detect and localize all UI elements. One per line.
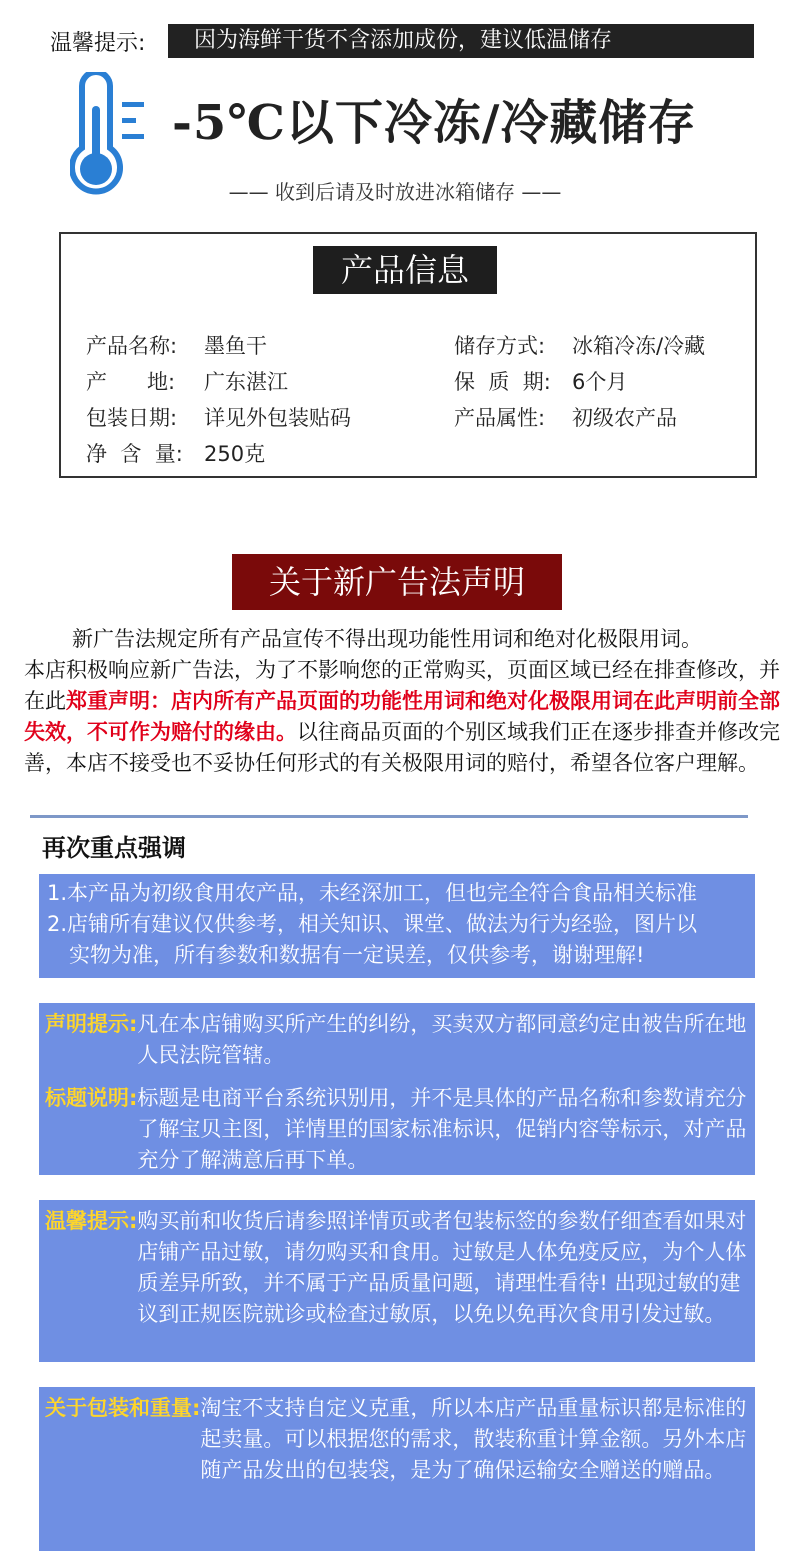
packaging-notice [45,1393,747,1486]
top-tip [50,22,145,60]
emphasis-box [39,874,755,978]
info-label: 包装日期: [86,406,178,430]
info-label: 净 含 量: [86,442,183,466]
product-info-left-column [86,328,351,472]
info-value: 详见外包装贴码 [204,406,351,430]
statement-key: 声明提示: [45,1012,138,1036]
title-notice [45,1083,747,1176]
ad-law-heading: 关于新广告法声明 [232,554,562,610]
packaging-box [39,1387,755,1551]
info-value: 冰箱冷冻/冷藏 [572,334,706,358]
info-row [454,400,705,436]
info-label: 产品名称: [86,334,178,358]
packaging-key: 关于包装和重量: [45,1396,201,1420]
statement-notice [45,1009,747,1071]
ad-law-red-statement: 郑重声明：店内所有产品页面的功能性用词和绝对化极限用词在此声明前全部失效，不可作为赔付的缘由。 [24,689,780,744]
info-value: 6个月 [572,370,628,394]
storage-subtitle: —— 收到后请及时放进冰箱储存 —— [228,180,562,204]
top-tip-banner: 因为海鲜干货不含添加成份，建议低温储存 [168,24,754,58]
title-key: 标题说明: [45,1086,138,1110]
info-row [454,328,705,364]
statement-value: 凡在本店铺购买所产生的纠纷，买卖双方都同意约定由被告所在地人民法院管辖。 [137,1012,747,1067]
info-label: 储存方式: [454,334,546,358]
emphasis-item-2: 2.店铺所有建议仅供参考，相关知识、课堂、做法为行为经验，图片以 [47,912,698,936]
warm-tip-box [39,1200,755,1362]
title-value: 标题是电商平台系统识别用，并不是具体的产品名称和参数请充分了解宝贝主图，详情里的国家标准标识，促销内容等标示，对产品充分了解满意后再下单。 [137,1086,747,1172]
warm-notice [45,1206,747,1330]
info-label: 产品属性: [454,406,546,430]
statement-box [39,1003,755,1175]
info-row [86,328,351,364]
info-label: 保 质 期: [454,370,551,394]
ad-law-para-2b: 以往商品页面的个别区域我们正在逐步排查并修改完善，本店不接受也不妥协任何形式的有关极限用词的赔付，希望各位客户理解。 [24,720,780,775]
storage-title: -5℃以下冷冻/冷藏储存 [172,95,697,151]
packaging-value: 淘宝不支持自定义克重，所以本店产品重量标识都是标准的起卖量。可以根据您的需求，散装称重计算金额。另外本店随产品发出的包装袋，是为了确保运输安全赠送的赠品。 [200,1396,747,1482]
ad-law-para-1: 新广告法规定所有产品宣传不得出现功能性用词和绝对化极限用词。 [72,627,702,651]
info-row [86,400,351,436]
emphasis-heading: 再次重点强调 [42,834,186,862]
product-info-right-column [454,328,705,436]
warm-key: 温馨提示: [45,1209,138,1233]
info-row [86,364,351,400]
ad-law-para-2a: 本店积极响应新广告法，为了不影响您的正常购买，页面区域已经在排查修改，并在此 [24,658,780,713]
ad-law-body [24,624,784,779]
info-value: 初级农产品 [572,406,677,430]
info-value: 250克 [204,442,266,466]
info-row [454,364,705,400]
warm-value: 购买前和收货后请参照详情页或者包装标签的参数仔细查看如果对店铺产品过敏，请勿购买和食用。过敏是人体免疫反应，为个人体质差异所致，并不属于产品质量问题，请理性看待! 出现过敏的建议到正规医院就诊或检查过敏原，以免以免再次食用引发过敏。 [137,1209,747,1326]
product-info-heading: 产品信息 [313,246,497,294]
section-divider [30,815,748,818]
info-value: 墨鱼干 [204,334,267,358]
emphasis-item-1: 1.本产品为初级食用农产品，未经深加工，但也完全符合食品相关标准 [47,881,698,905]
info-label: 产 地: [86,370,176,394]
emphasis-item-2-cont: 实物为准，所有参数和数据有一定误差，仅供参考，谢谢理解! [69,943,645,967]
info-row [86,436,351,472]
top-tip-label: 温馨提示: [50,30,146,56]
info-value: 广东湛江 [204,370,288,394]
